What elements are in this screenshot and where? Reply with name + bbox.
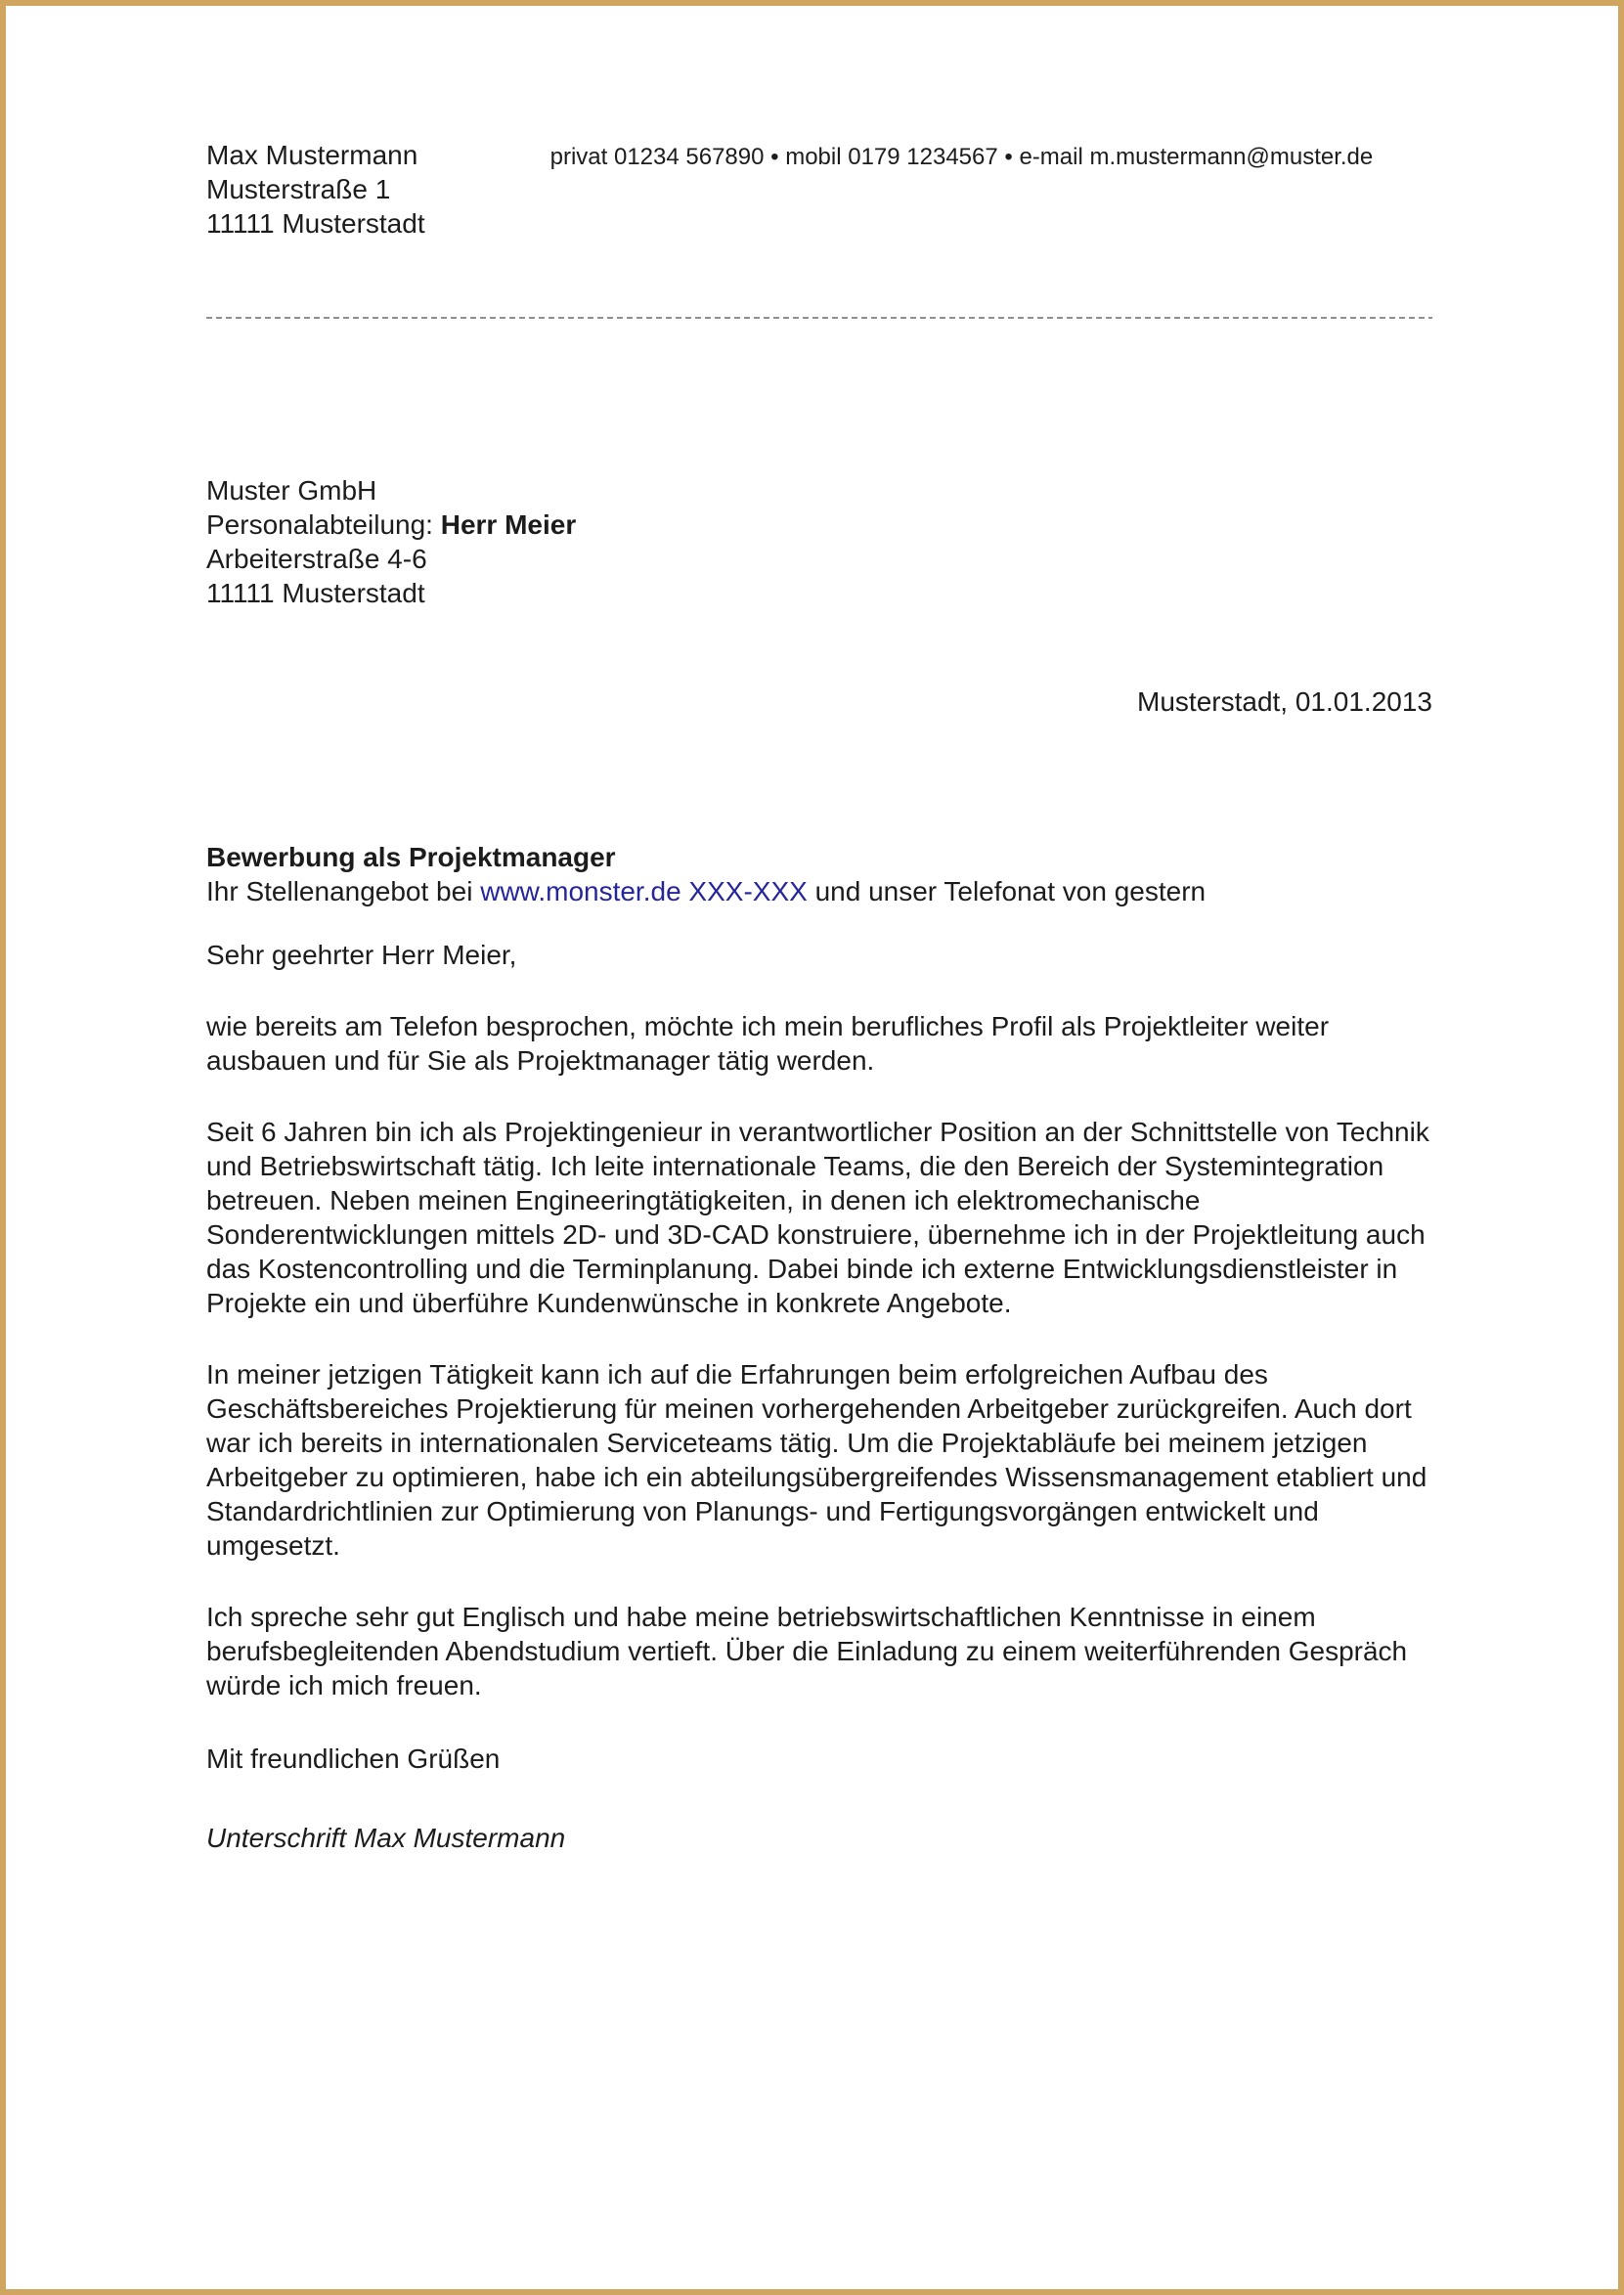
recipient-department-label: Personalabteilung: — [206, 509, 441, 540]
fold-separator-line — [206, 317, 1432, 319]
subject-reference-prefix: Ihr Stellenangebot bei — [206, 876, 481, 906]
recipient-city: 11111 Musterstadt — [206, 578, 425, 608]
closing-formula: Mit freundlichen Grüßen — [206, 1743, 501, 1774]
body-paragraph: In meiner jetzigen Tätigkeit kann ich auf die Erfahrungen beim erfolgreichen Aufbau des Geschäftsbereiches Projektierung für meinen vorhergehenden Arbeitgeber zurückgreifen. Auch dort war ich bereits in internationalen Serviceteams tätig. Um die Projektabläufe bei meinem jetzigen Arbeitgeber zu optimieren, habe ich ein abteilungsübergreifendes Wissensmanagement etabliert und Standardrichtlinien zur Optimierung von Planungs- und Fertigungsvorgängen entwickelt und umgesetzt. — [206, 1359, 1427, 1561]
letter-content — [6, 6, 1618, 1855]
recipient-block — [206, 473, 1432, 610]
subject-block — [206, 840, 1432, 908]
sender-street: Musterstraße 1 — [206, 174, 391, 204]
sender-city: 11111 Musterstadt — [206, 208, 425, 239]
salutation: Sehr geehrter Herr Meier, — [206, 940, 517, 970]
job-posting-link[interactable]: www.monster.de XXX-XXX — [480, 876, 808, 906]
sender-block — [206, 138, 1432, 241]
body-paragraph: Seit 6 Jahren bin ich als Projektingenieur in verantwortlicher Position an der Schnittstelle von Technik und Betriebswirtschaft tätig. Ich leite internationale Teams, die den Bereich der Systemintegration betreuen. Neben meinen Engineeringtätigkeiten, in denen ich elektromechanische Sonderentwicklungen mittels 2D- und 3D-CAD konstruiere, übernehme ich in der Projektleitung auch das Kostencontrolling und die Terminplanung. Dabei binde ich externe Entwicklungsdienstleister in Projekte ein und überführe Kundenwünsche in konkrete Angebote. — [206, 1117, 1429, 1318]
sender-contact-line: privat 01234 567890 • mobil 0179 1234567 • e-mail m.mustermann@muster.de — [549, 144, 1374, 170]
sender-name: Max Mustermann — [206, 140, 418, 170]
signature-line: Unterschrift Max Mustermann — [206, 1823, 566, 1853]
recipient-contact-person: Herr Meier — [440, 509, 577, 540]
date-line: Musterstadt, 01.01.2013 — [1137, 686, 1432, 717]
body-paragraph: wie bereits am Telefon besprochen, möchte ich mein berufliches Profil als Projektleiter weiter ausbauen und für Sie als Projektmanager tätig werden. — [206, 1011, 1330, 1076]
recipient-street: Arbeiterstraße 4-6 — [206, 544, 427, 574]
subject-title: Bewerbung als Projektmanager — [206, 842, 616, 872]
body-paragraph: Ich spreche sehr gut Englisch und habe meine betriebswirtschaftlichen Kenntnisse in einem berufsbegleitenden Abendstudium vertieft. Über die Einladung zu einem weiterführenden Gespräch würde ich mich freuen. — [206, 1602, 1408, 1700]
recipient-department-line — [206, 508, 1432, 542]
subject-reference-line — [206, 874, 1432, 908]
sender-address — [206, 138, 425, 241]
subject-reference-suffix: und unser Telefonat von gestern — [807, 876, 1207, 906]
recipient-company: Muster GmbH — [206, 475, 377, 506]
